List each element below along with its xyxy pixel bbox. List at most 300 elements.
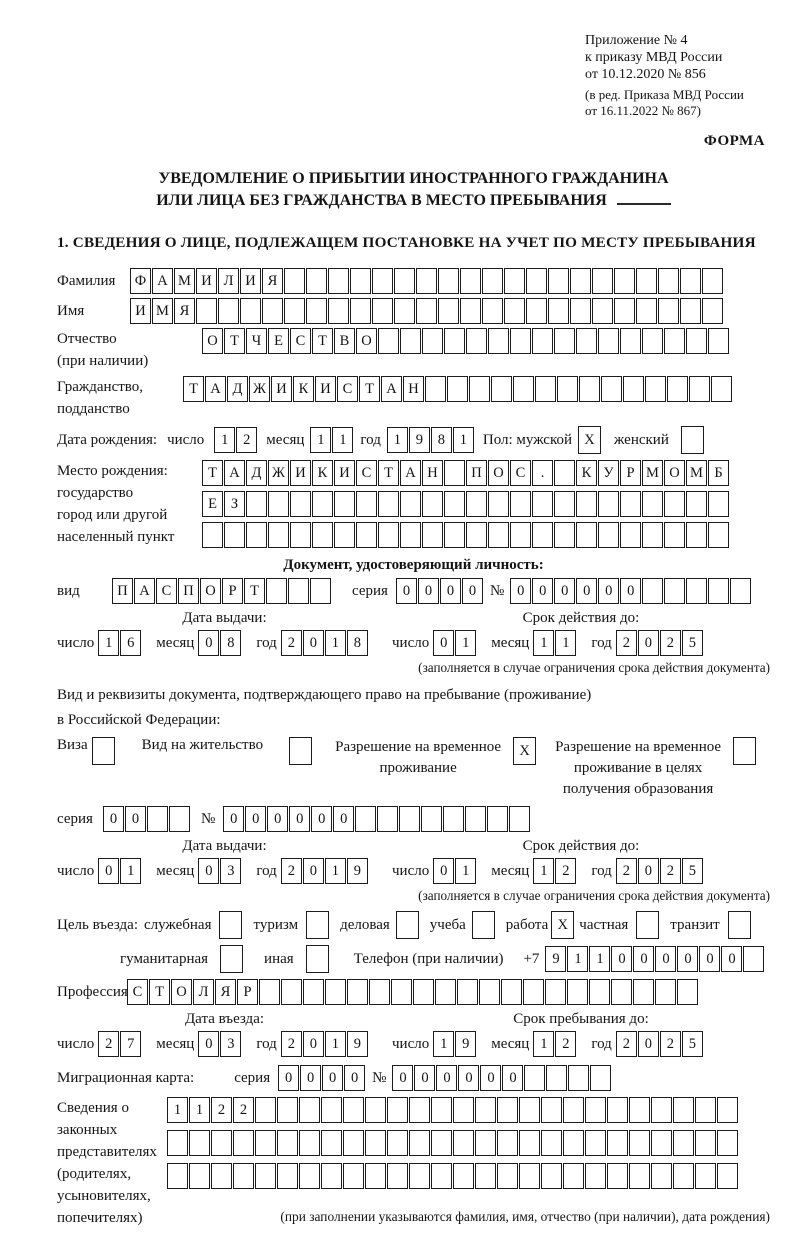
form-cell[interactable] — [475, 1097, 496, 1123]
form-cell[interactable]: 1 — [167, 1097, 188, 1123]
form-cell[interactable]: 0 — [677, 946, 698, 972]
form-cell[interactable]: Я — [215, 979, 236, 1005]
form-cell[interactable] — [220, 945, 243, 973]
form-cell[interactable]: 0 — [440, 578, 461, 604]
form-cell[interactable] — [702, 268, 723, 294]
form-cell[interactable] — [409, 1163, 430, 1189]
form-cell[interactable] — [563, 1097, 584, 1123]
form-cell[interactable]: Р — [620, 460, 641, 486]
form-cell[interactable] — [444, 460, 465, 486]
form-cell[interactable]: 1 — [332, 427, 353, 453]
form-cell[interactable] — [567, 979, 588, 1005]
form-cell[interactable] — [541, 1163, 562, 1189]
form-cell[interactable]: 1 — [325, 858, 346, 884]
form-cell[interactable]: 0 — [433, 858, 454, 884]
form-cell[interactable] — [686, 578, 707, 604]
form-cell[interactable] — [717, 1130, 738, 1156]
form-cell[interactable] — [284, 298, 305, 324]
form-cell[interactable]: С — [127, 979, 148, 1005]
form-cell[interactable]: Т — [378, 460, 399, 486]
form-cell[interactable] — [519, 1097, 540, 1123]
form-cell[interactable] — [681, 426, 704, 454]
form-cell[interactable] — [391, 979, 412, 1005]
form-cell[interactable] — [513, 376, 534, 402]
form-cell[interactable] — [169, 806, 190, 832]
form-cell[interactable] — [686, 491, 707, 517]
form-cell[interactable] — [312, 491, 333, 517]
form-cell[interactable]: Л — [193, 979, 214, 1005]
form-cell[interactable]: 0 — [532, 578, 553, 604]
form-cell[interactable]: К — [293, 376, 314, 402]
form-cell[interactable] — [651, 1130, 672, 1156]
form-cell[interactable] — [277, 1163, 298, 1189]
form-cell[interactable]: М — [686, 460, 707, 486]
form-cell[interactable] — [554, 491, 575, 517]
form-cell[interactable]: 0 — [289, 806, 310, 832]
form-cell[interactable]: 3 — [220, 1031, 241, 1057]
form-cell[interactable] — [262, 298, 283, 324]
form-cell[interactable] — [284, 268, 305, 294]
form-cell[interactable] — [189, 1163, 210, 1189]
form-cell[interactable]: 1 — [98, 630, 119, 656]
form-cell[interactable] — [233, 1130, 254, 1156]
form-cell[interactable] — [377, 806, 398, 832]
form-cell[interactable]: И — [334, 460, 355, 486]
form-cell[interactable] — [488, 328, 509, 354]
form-cell[interactable]: М — [174, 268, 195, 294]
form-cell[interactable]: К — [576, 460, 597, 486]
form-cell[interactable]: 1 — [120, 858, 141, 884]
form-cell[interactable]: 1 — [555, 630, 576, 656]
form-cell[interactable]: 2 — [616, 630, 637, 656]
form-cell[interactable]: Р — [222, 578, 243, 604]
form-cell[interactable] — [664, 328, 685, 354]
form-cell[interactable] — [394, 268, 415, 294]
form-cell[interactable] — [92, 737, 115, 765]
form-cell[interactable] — [240, 298, 261, 324]
form-cell[interactable] — [576, 491, 597, 517]
form-cell[interactable] — [202, 522, 223, 548]
form-cell[interactable] — [532, 328, 553, 354]
form-cell[interactable]: 2 — [211, 1097, 232, 1123]
form-cell[interactable] — [460, 268, 481, 294]
form-cell[interactable] — [519, 1163, 540, 1189]
form-cell[interactable] — [532, 491, 553, 517]
form-cell[interactable] — [487, 806, 508, 832]
form-cell[interactable]: Д — [246, 460, 267, 486]
form-cell[interactable]: 9 — [347, 858, 368, 884]
form-cell[interactable]: 2 — [660, 630, 681, 656]
form-cell[interactable]: 2 — [233, 1097, 254, 1123]
form-cell[interactable] — [299, 1163, 320, 1189]
form-cell[interactable] — [431, 1163, 452, 1189]
form-cell[interactable] — [510, 328, 531, 354]
form-cell[interactable]: 0 — [344, 1065, 365, 1091]
form-cell[interactable] — [219, 911, 242, 939]
form-cell[interactable] — [497, 1130, 518, 1156]
form-cell[interactable] — [545, 979, 566, 1005]
form-cell[interactable] — [488, 491, 509, 517]
form-cell[interactable] — [355, 806, 376, 832]
form-cell[interactable]: Я — [174, 298, 195, 324]
form-cell[interactable] — [702, 298, 723, 324]
form-cell[interactable] — [475, 1130, 496, 1156]
form-cell[interactable] — [708, 491, 729, 517]
form-cell[interactable] — [642, 491, 663, 517]
form-cell[interactable] — [680, 298, 701, 324]
form-cell[interactable]: И — [271, 376, 292, 402]
form-cell[interactable]: Е — [202, 491, 223, 517]
form-cell[interactable]: 9 — [545, 946, 566, 972]
form-cell[interactable]: 1 — [214, 427, 235, 453]
form-cell[interactable] — [400, 522, 421, 548]
form-cell[interactable] — [598, 328, 619, 354]
form-cell[interactable]: 1 — [533, 1031, 554, 1057]
form-cell[interactable] — [548, 298, 569, 324]
form-cell[interactable] — [369, 979, 390, 1005]
form-cell[interactable] — [453, 1163, 474, 1189]
form-cell[interactable]: X — [578, 426, 601, 454]
form-cell[interactable] — [416, 268, 437, 294]
form-cell[interactable]: О — [488, 460, 509, 486]
form-cell[interactable]: К — [312, 460, 333, 486]
form-cell[interactable] — [730, 578, 751, 604]
form-cell[interactable] — [343, 1163, 364, 1189]
form-cell[interactable] — [435, 979, 456, 1005]
form-cell[interactable]: 0 — [458, 1065, 479, 1091]
form-cell[interactable] — [568, 1065, 589, 1091]
form-cell[interactable] — [347, 979, 368, 1005]
form-cell[interactable]: 0 — [433, 630, 454, 656]
form-cell[interactable]: 2 — [555, 858, 576, 884]
form-cell[interactable] — [554, 328, 575, 354]
form-cell[interactable] — [667, 376, 688, 402]
form-cell[interactable]: В — [334, 328, 355, 354]
form-cell[interactable] — [167, 1163, 188, 1189]
form-cell[interactable]: 1 — [589, 946, 610, 972]
form-cell[interactable]: И — [196, 268, 217, 294]
form-cell[interactable] — [589, 979, 610, 1005]
form-cell[interactable] — [328, 268, 349, 294]
form-cell[interactable]: 1 — [533, 630, 554, 656]
form-cell[interactable] — [444, 522, 465, 548]
form-cell[interactable] — [629, 1097, 650, 1123]
form-cell[interactable] — [469, 376, 490, 402]
form-cell[interactable] — [218, 298, 239, 324]
form-cell[interactable] — [281, 979, 302, 1005]
form-cell[interactable] — [422, 491, 443, 517]
form-cell[interactable] — [708, 328, 729, 354]
form-cell[interactable] — [465, 806, 486, 832]
form-cell[interactable] — [620, 491, 641, 517]
form-cell[interactable]: 0 — [502, 1065, 523, 1091]
form-cell[interactable] — [290, 522, 311, 548]
form-cell[interactable] — [592, 268, 613, 294]
form-cell[interactable]: 0 — [598, 578, 619, 604]
form-cell[interactable] — [334, 522, 355, 548]
form-cell[interactable] — [447, 376, 468, 402]
form-cell[interactable]: Ф — [130, 268, 151, 294]
form-cell[interactable] — [350, 268, 371, 294]
form-cell[interactable]: 2 — [236, 427, 257, 453]
form-cell[interactable] — [268, 522, 289, 548]
form-cell[interactable]: О — [202, 328, 223, 354]
form-cell[interactable]: 0 — [396, 578, 417, 604]
form-cell[interactable] — [443, 806, 464, 832]
form-cell[interactable]: 2 — [616, 858, 637, 884]
form-cell[interactable] — [343, 1097, 364, 1123]
form-cell[interactable] — [356, 491, 377, 517]
form-cell[interactable] — [658, 268, 679, 294]
form-cell[interactable]: 2 — [281, 858, 302, 884]
form-cell[interactable] — [306, 911, 329, 939]
form-cell[interactable] — [607, 1163, 628, 1189]
form-cell[interactable]: Т — [312, 328, 333, 354]
form-cell[interactable]: 2 — [281, 630, 302, 656]
form-cell[interactable] — [664, 491, 685, 517]
form-cell[interactable]: 0 — [333, 806, 354, 832]
form-cell[interactable] — [387, 1130, 408, 1156]
form-cell[interactable]: 0 — [480, 1065, 501, 1091]
form-cell[interactable]: Т — [359, 376, 380, 402]
form-cell[interactable] — [416, 298, 437, 324]
form-cell[interactable]: 0 — [103, 806, 124, 832]
form-cell[interactable] — [554, 460, 575, 486]
form-cell[interactable]: 2 — [616, 1031, 637, 1057]
form-cell[interactable] — [523, 979, 544, 1005]
form-cell[interactable] — [532, 522, 553, 548]
form-cell[interactable]: Я — [262, 268, 283, 294]
form-cell[interactable] — [519, 1130, 540, 1156]
form-cell[interactable]: 1 — [310, 427, 331, 453]
form-cell[interactable] — [306, 945, 329, 973]
form-cell[interactable]: Т — [244, 578, 265, 604]
form-cell[interactable] — [636, 268, 657, 294]
form-cell[interactable]: З — [224, 491, 245, 517]
form-cell[interactable] — [444, 328, 465, 354]
form-cell[interactable] — [372, 298, 393, 324]
form-cell[interactable]: 1 — [567, 946, 588, 972]
form-cell[interactable]: 0 — [638, 858, 659, 884]
form-cell[interactable] — [453, 1130, 474, 1156]
form-cell[interactable] — [321, 1130, 342, 1156]
form-cell[interactable] — [350, 298, 371, 324]
form-cell[interactable] — [570, 268, 591, 294]
form-cell[interactable] — [636, 298, 657, 324]
form-cell[interactable]: 0 — [267, 806, 288, 832]
form-cell[interactable] — [541, 1130, 562, 1156]
form-cell[interactable]: Т — [202, 460, 223, 486]
form-cell[interactable] — [488, 522, 509, 548]
form-cell[interactable]: 9 — [347, 1031, 368, 1057]
form-cell[interactable] — [541, 1097, 562, 1123]
form-cell[interactable] — [708, 578, 729, 604]
form-cell[interactable] — [686, 522, 707, 548]
form-cell[interactable] — [431, 1130, 452, 1156]
form-cell[interactable] — [460, 298, 481, 324]
form-cell[interactable]: И — [240, 268, 261, 294]
form-cell[interactable] — [601, 376, 622, 402]
form-cell[interactable] — [288, 578, 309, 604]
form-cell[interactable]: С — [156, 578, 177, 604]
form-cell[interactable] — [717, 1097, 738, 1123]
form-cell[interactable]: 0 — [278, 1065, 299, 1091]
form-cell[interactable]: 1 — [189, 1097, 210, 1123]
form-cell[interactable]: 1 — [455, 858, 476, 884]
form-cell[interactable] — [673, 1163, 694, 1189]
form-cell[interactable] — [438, 298, 459, 324]
form-cell[interactable]: Д — [227, 376, 248, 402]
form-cell[interactable]: 1 — [455, 630, 476, 656]
form-cell[interactable]: 9 — [455, 1031, 476, 1057]
form-cell[interactable]: 0 — [638, 630, 659, 656]
form-cell[interactable]: 5 — [682, 1031, 703, 1057]
form-cell[interactable] — [576, 522, 597, 548]
form-cell[interactable] — [501, 979, 522, 1005]
form-cell[interactable] — [510, 491, 531, 517]
form-cell[interactable]: А — [224, 460, 245, 486]
form-cell[interactable]: 1 — [433, 1031, 454, 1057]
form-cell[interactable] — [211, 1163, 232, 1189]
form-cell[interactable] — [708, 522, 729, 548]
form-cell[interactable] — [636, 911, 659, 939]
form-cell[interactable]: И — [130, 298, 151, 324]
form-cell[interactable] — [526, 268, 547, 294]
form-cell[interactable] — [277, 1130, 298, 1156]
form-cell[interactable] — [394, 298, 415, 324]
form-cell[interactable]: А — [205, 376, 226, 402]
form-cell[interactable] — [224, 522, 245, 548]
form-cell[interactable]: 0 — [436, 1065, 457, 1091]
form-cell[interactable]: . — [532, 460, 553, 486]
form-cell[interactable]: А — [134, 578, 155, 604]
form-cell[interactable] — [642, 578, 663, 604]
form-cell[interactable] — [325, 979, 346, 1005]
form-cell[interactable]: О — [664, 460, 685, 486]
form-cell[interactable]: 8 — [220, 630, 241, 656]
form-cell[interactable] — [585, 1163, 606, 1189]
form-cell[interactable] — [614, 298, 635, 324]
form-cell[interactable] — [466, 522, 487, 548]
form-cell[interactable]: 0 — [611, 946, 632, 972]
form-cell[interactable] — [334, 491, 355, 517]
form-cell[interactable] — [695, 1097, 716, 1123]
form-cell[interactable]: 0 — [721, 946, 742, 972]
form-cell[interactable] — [246, 522, 267, 548]
form-cell[interactable] — [321, 1163, 342, 1189]
form-cell[interactable]: Ж — [268, 460, 289, 486]
form-cell[interactable] — [504, 268, 525, 294]
form-cell[interactable]: 2 — [555, 1031, 576, 1057]
form-cell[interactable] — [479, 979, 500, 1005]
form-cell[interactable] — [664, 578, 685, 604]
form-cell[interactable] — [743, 946, 764, 972]
form-cell[interactable] — [421, 806, 442, 832]
form-cell[interactable] — [563, 1130, 584, 1156]
form-cell[interactable] — [365, 1097, 386, 1123]
form-cell[interactable]: Ж — [249, 376, 270, 402]
form-cell[interactable] — [306, 268, 327, 294]
form-cell[interactable] — [321, 1097, 342, 1123]
form-cell[interactable] — [400, 491, 421, 517]
form-cell[interactable] — [497, 1097, 518, 1123]
form-cell[interactable] — [526, 298, 547, 324]
form-cell[interactable] — [400, 328, 421, 354]
form-cell[interactable]: 0 — [311, 806, 332, 832]
form-cell[interactable]: 0 — [300, 1065, 321, 1091]
form-cell[interactable] — [680, 268, 701, 294]
form-cell[interactable] — [268, 491, 289, 517]
form-cell[interactable]: Е — [268, 328, 289, 354]
form-cell[interactable] — [689, 376, 710, 402]
form-cell[interactable] — [378, 328, 399, 354]
form-cell[interactable]: А — [381, 376, 402, 402]
form-cell[interactable]: X — [551, 911, 574, 939]
form-cell[interactable]: 1 — [533, 858, 554, 884]
form-cell[interactable] — [396, 911, 419, 939]
form-cell[interactable]: П — [112, 578, 133, 604]
form-cell[interactable]: П — [466, 460, 487, 486]
form-cell[interactable]: С — [337, 376, 358, 402]
form-cell[interactable]: О — [200, 578, 221, 604]
form-cell[interactable] — [607, 1097, 628, 1123]
form-cell[interactable] — [365, 1163, 386, 1189]
form-cell[interactable]: 0 — [576, 578, 597, 604]
form-cell[interactable] — [607, 1130, 628, 1156]
form-cell[interactable]: А — [152, 268, 173, 294]
form-cell[interactable]: О — [356, 328, 377, 354]
form-cell[interactable] — [585, 1130, 606, 1156]
form-cell[interactable] — [399, 806, 420, 832]
form-cell[interactable]: 0 — [303, 858, 324, 884]
form-cell[interactable] — [629, 1130, 650, 1156]
form-cell[interactable] — [482, 268, 503, 294]
form-cell[interactable] — [475, 1163, 496, 1189]
form-cell[interactable] — [557, 376, 578, 402]
form-cell[interactable]: X — [513, 737, 536, 765]
form-cell[interactable] — [255, 1130, 276, 1156]
form-cell[interactable] — [658, 298, 679, 324]
form-cell[interactable]: 9 — [409, 427, 430, 453]
form-cell[interactable] — [328, 298, 349, 324]
form-cell[interactable] — [413, 979, 434, 1005]
form-cell[interactable]: 0 — [303, 1031, 324, 1057]
form-cell[interactable] — [310, 578, 331, 604]
form-cell[interactable]: 0 — [392, 1065, 413, 1091]
form-cell[interactable]: У — [598, 460, 619, 486]
form-cell[interactable]: С — [290, 328, 311, 354]
form-cell[interactable]: 1 — [325, 630, 346, 656]
form-cell[interactable] — [378, 491, 399, 517]
form-cell[interactable] — [620, 328, 641, 354]
form-cell[interactable] — [695, 1130, 716, 1156]
form-cell[interactable] — [491, 376, 512, 402]
form-cell[interactable] — [623, 376, 644, 402]
form-cell[interactable] — [444, 491, 465, 517]
form-cell[interactable] — [614, 268, 635, 294]
form-cell[interactable] — [387, 1163, 408, 1189]
form-cell[interactable]: Ч — [246, 328, 267, 354]
form-cell[interactable]: Т — [224, 328, 245, 354]
form-cell[interactable]: 8 — [347, 630, 368, 656]
form-cell[interactable]: 6 — [120, 630, 141, 656]
form-cell[interactable] — [576, 328, 597, 354]
form-cell[interactable] — [299, 1130, 320, 1156]
form-cell[interactable]: 5 — [682, 630, 703, 656]
form-cell[interactable]: 0 — [638, 1031, 659, 1057]
form-cell[interactable] — [695, 1163, 716, 1189]
form-cell[interactable]: М — [642, 460, 663, 486]
